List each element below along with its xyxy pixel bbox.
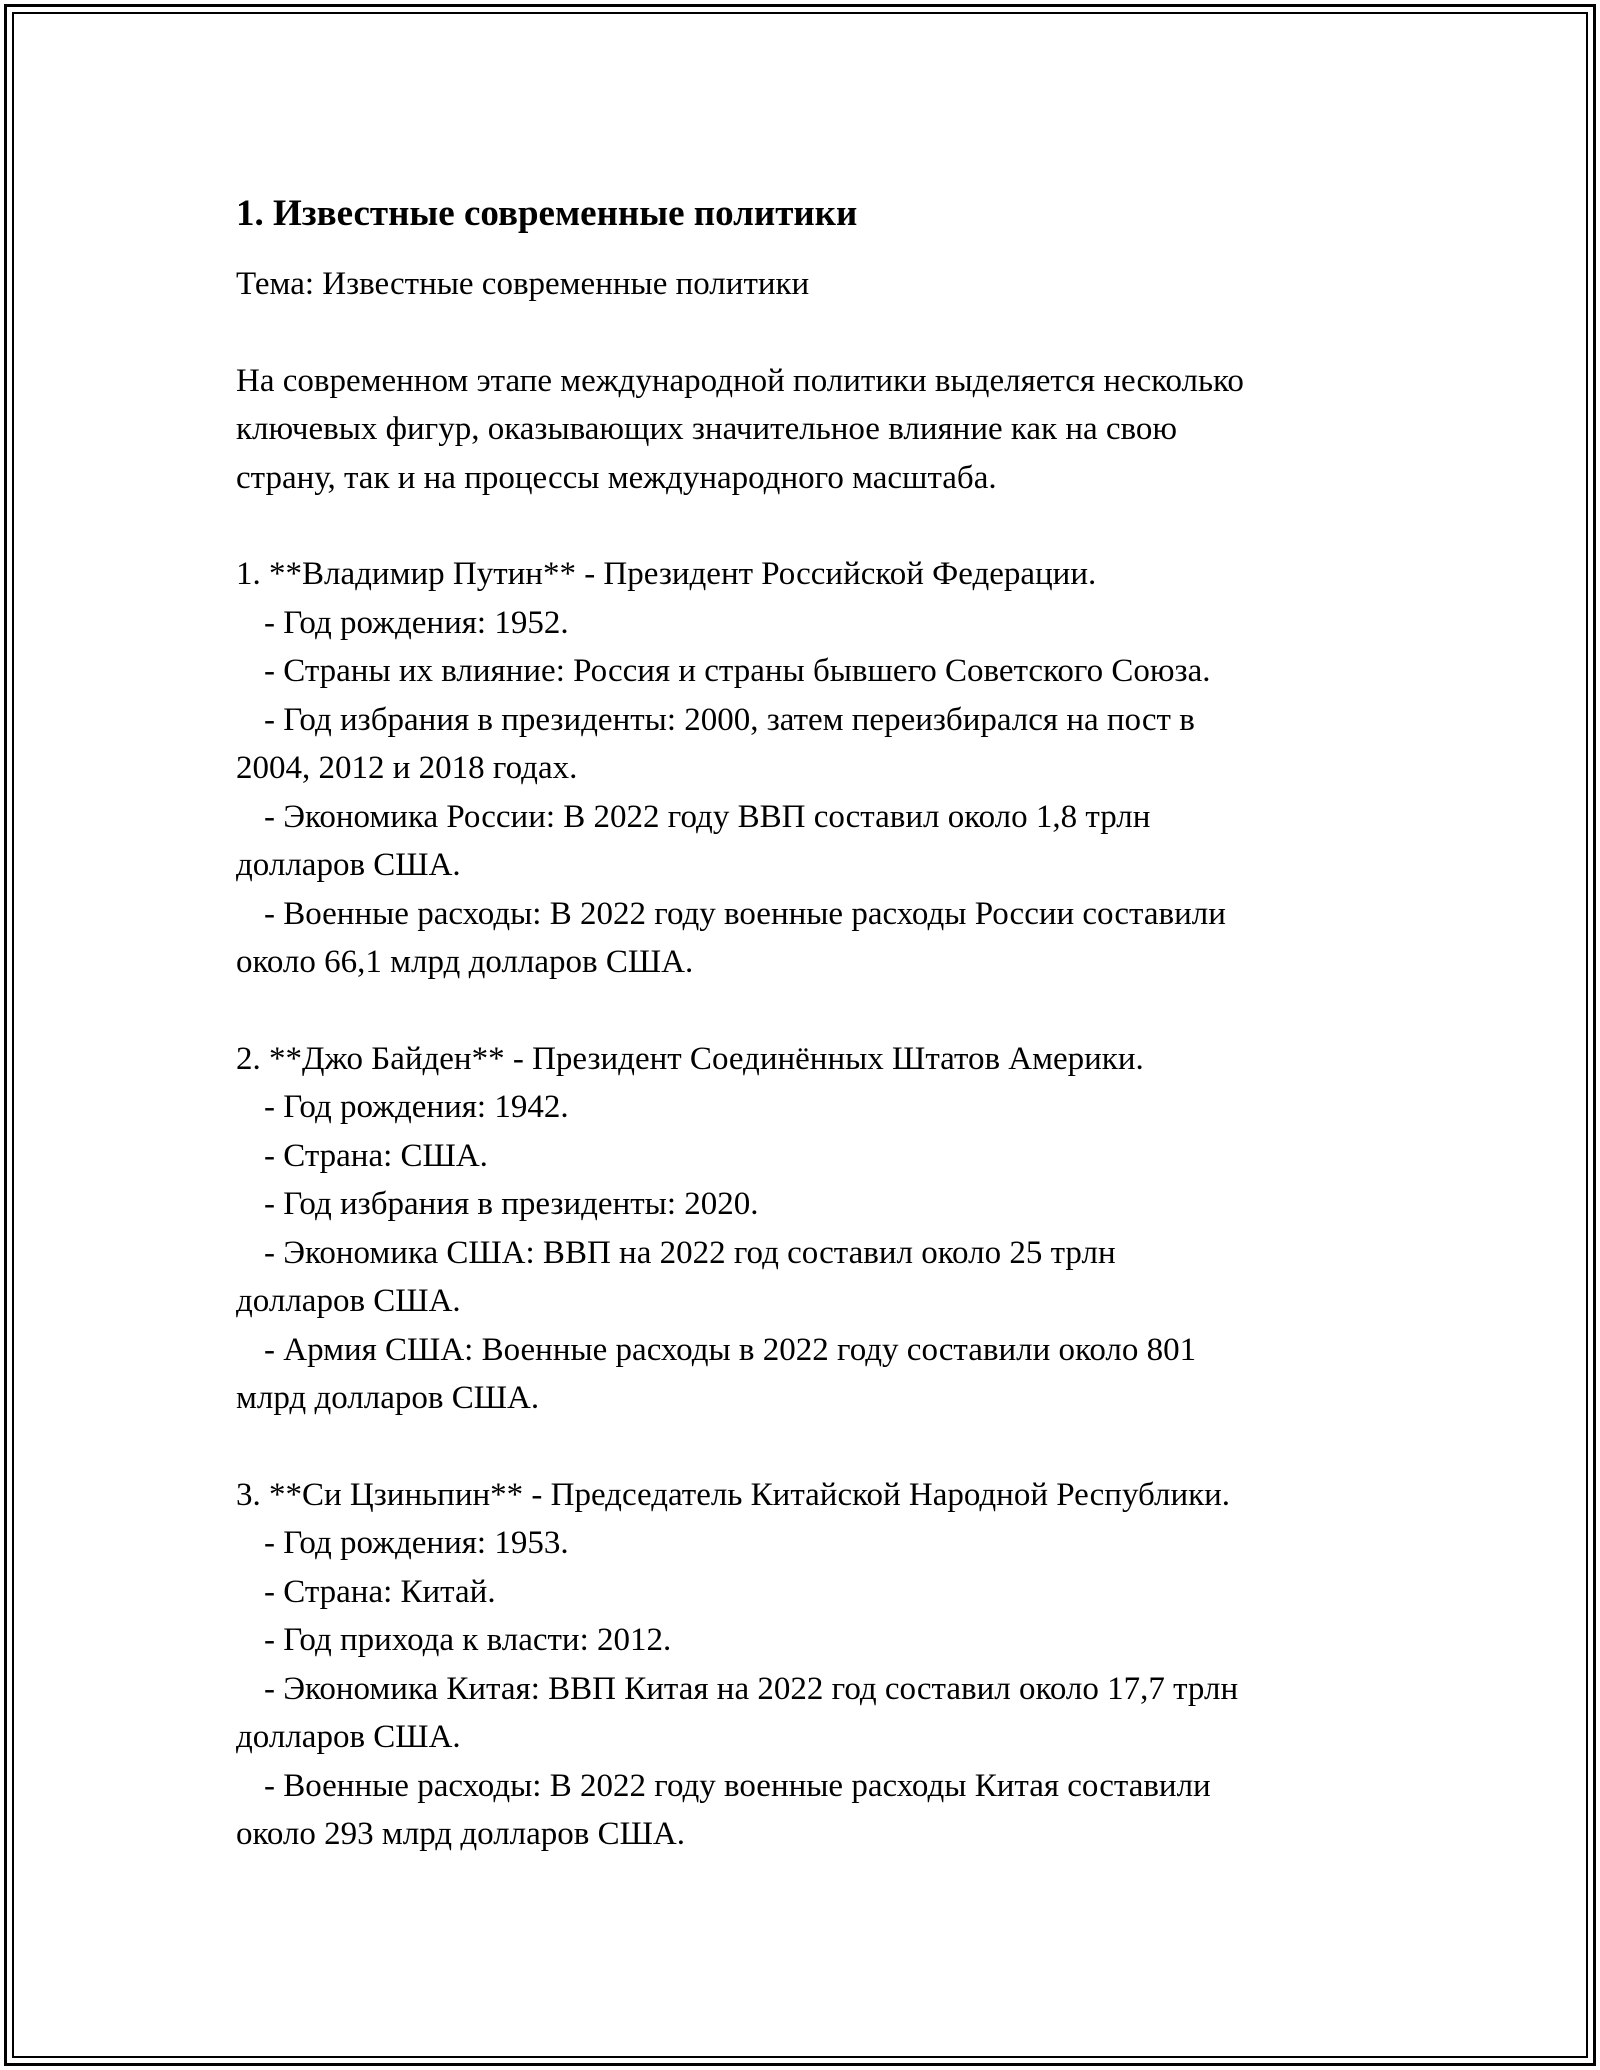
list-item: - Военные расходы: В 2022 году военные расходы России составили bbox=[264, 895, 1226, 932]
section-putin bbox=[236, 550, 1396, 987]
document-topic: Тема: Известные современные политики bbox=[236, 266, 810, 302]
list-item: - Год прихода к власти: 2012. bbox=[264, 1622, 672, 1658]
list-item: - Экономика Китая: ВВП Китая на 2022 год составил около 17,7 трлн bbox=[264, 1670, 1239, 1707]
list-item: - Год рождения: 1953. bbox=[264, 1525, 569, 1561]
section-heading: 1. **Владимир Путин** - Президент Российской Федерации. bbox=[236, 556, 1097, 592]
section-heading: 3. **Си Цзиньпин** - Председатель Китайской Народной Республики. bbox=[236, 1476, 1231, 1513]
list-item-continuation: млрд долларов США. bbox=[236, 1380, 540, 1416]
list-item-continuation: долларов США. bbox=[236, 847, 461, 883]
list-item-continuation: 2004, 2012 и 2018 годах. bbox=[236, 750, 578, 786]
list-item: - Экономика США: ВВП на 2022 год составил около 25 трлн bbox=[264, 1234, 1116, 1271]
intro-paragraph bbox=[236, 357, 1396, 503]
list-item: - Военные расходы: В 2022 году военные расходы Китая составили bbox=[264, 1767, 1211, 1804]
list-item: - Год рождения: 1952. bbox=[264, 604, 569, 641]
document-title: 1. Известные современные политики bbox=[236, 193, 858, 234]
list-item: - Год рождения: 1942. bbox=[264, 1089, 569, 1125]
list-item: - Армия США: Военные расходы в 2022 году составили около 801 bbox=[264, 1331, 1197, 1368]
list-item: - Страна: США. bbox=[264, 1137, 488, 1174]
list-item: - Год избрания в президенты: 2020. bbox=[264, 1186, 759, 1222]
section-heading: 2. **Джо Байден** - Президент Соединённых Штатов Америки. bbox=[236, 1040, 1144, 1077]
intro-line: страну, так и на процессы международного масштаба. bbox=[236, 459, 997, 496]
list-item-continuation: долларов США. bbox=[236, 1719, 461, 1755]
list-item: - Страны их влияние: Россия и страны бывшего Советского Союза. bbox=[264, 653, 1211, 689]
list-item-continuation: долларов США. bbox=[236, 1283, 461, 1319]
list-item: - Год избрания в президенты: 2000, затем переизбирался на пост в bbox=[264, 701, 1195, 738]
section-xi bbox=[236, 1471, 1396, 1859]
intro-line: ключевых фигур, оказывающих значительное влияние как на свою bbox=[236, 411, 1178, 447]
intro-line: На современном этапе международной политики выделяется несколько bbox=[236, 362, 1244, 399]
document-page bbox=[236, 190, 1396, 1859]
list-item-continuation: около 66,1 млрд долларов США. bbox=[236, 944, 694, 980]
list-item-continuation: около 293 млрд долларов США. bbox=[236, 1816, 685, 1852]
list-item: - Экономика России: В 2022 году ВВП составил около 1,8 трлн bbox=[264, 798, 1151, 835]
list-item: - Страна: Китай. bbox=[264, 1573, 496, 1610]
section-biden bbox=[236, 1035, 1396, 1423]
